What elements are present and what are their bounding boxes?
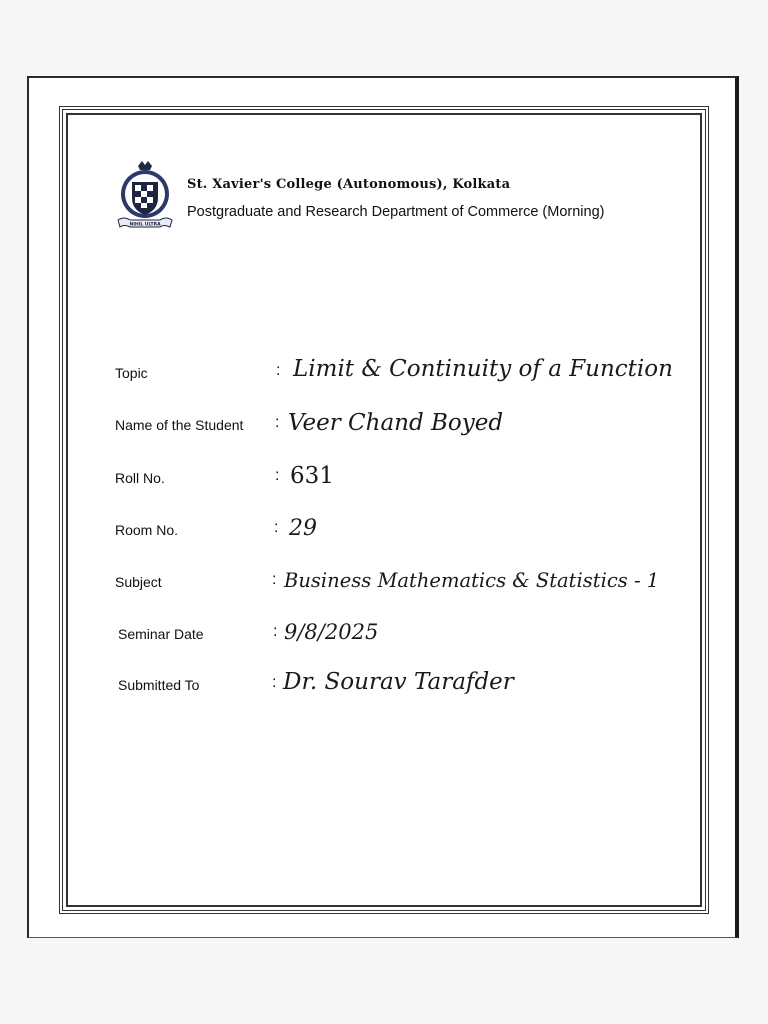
field-roll-no — [0, 465, 768, 505]
field-subject — [0, 569, 768, 609]
field-label: Name of the Student — [115, 417, 244, 433]
field-label: Roll No. — [115, 470, 165, 486]
college-header — [112, 160, 672, 232]
field-topic — [0, 356, 768, 400]
college-crest-logo — [112, 160, 178, 232]
field-colon: : — [272, 571, 277, 588]
field-value-subject: Business Mathematics & Statistics - 1 — [284, 569, 660, 592]
field-room-no — [0, 517, 768, 557]
crest-motto: NIHIL ULTRA — [129, 222, 161, 228]
field-label: Room No. — [115, 522, 179, 538]
field-value-seminar-date: 9/8/2025 — [284, 620, 379, 644]
field-value-student-name: Veer Chand Boyed — [288, 410, 504, 436]
field-label: Topic — [115, 365, 148, 381]
field-value-submitted-to: Dr. Sourav Tarafder — [283, 669, 514, 695]
field-seminar-date — [0, 621, 768, 661]
field-value-roll-no: 631 — [290, 463, 334, 489]
field-student-name — [0, 412, 768, 452]
field-colon: : — [273, 623, 278, 640]
field-label: Subject — [115, 574, 162, 590]
field-colon: : — [276, 362, 281, 379]
field-submitted-to — [0, 669, 768, 712]
field-colon: : — [275, 414, 280, 431]
field-label: Submitted To — [118, 677, 200, 693]
field-colon: : — [274, 519, 279, 536]
field-colon: : — [275, 467, 280, 484]
page-border-inner — [66, 113, 702, 907]
college-name: St. Xavier's College (Autonomous), Kolkata — [187, 177, 511, 192]
field-value-topic: Limit & Continuity of a Function — [293, 356, 673, 382]
field-value-room-no: 29 — [289, 516, 317, 541]
field-label: Seminar Date — [118, 626, 204, 642]
department-name: Postgraduate and Research Department of Commerce (Morning) — [187, 204, 605, 220]
field-colon: : — [272, 674, 277, 691]
